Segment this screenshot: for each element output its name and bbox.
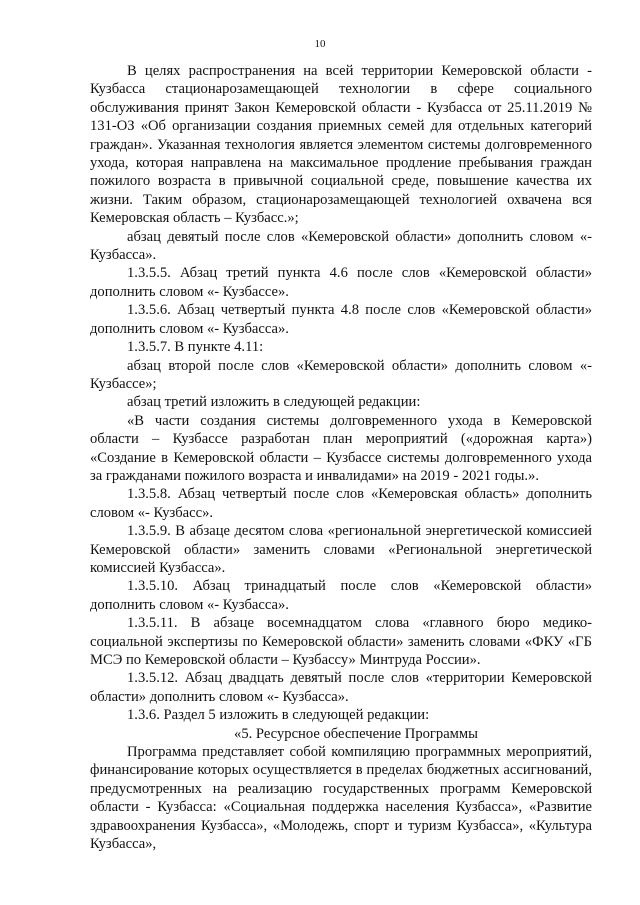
paragraph-intro: В целях распространения на всей территории Кемеровской области - Кузбасса стационарозамещающей технологии в сфере социального обслуживания принят Закон Кемеровской области - Кузбасса от 25.11.2019 № 131-ОЗ «Об организации создания приемных семей для отдельных категорий граждан». Указанная технология является элементом системы долговременного ухода, которая направлена на максимальное продление пребывания граждан пожилого возраста в привычной социальной среде, повышение качества их жизни. Таким образом, стационарозамещающей технологией охвачена вся Кемеровская область – Кузбасс.»; (90, 63, 592, 227)
paragraph-amendment: абзац девятый после слов «Кемеровской области» дополнить словом «- Кузбасса». (90, 228, 592, 264)
paragraph-amendment: 1.3.5.11. В абзаце восемнадцатом слова «главного бюро медико-социальной экспертизы по Кемеровской области» заменить словами «ФКУ «ГБ МСЭ по Кемеровской области – Кузбассу» Минтруда России». (90, 615, 592, 668)
section-heading: «5. Ресурсное обеспечение Программы (234, 725, 478, 742)
paragraph-amendment: абзац третий изложить в следующей редакции: (127, 394, 421, 411)
paragraph-amendment: 1.3.5.8. Абзац четвертый после слов «Кемеровская область» дополнить словом «- Кузбасс». (90, 486, 592, 521)
paragraph-amendment: 1.3.5.5. Абзац третий пункта 4.6 после слов «Кемеровской области» дополнить словом «- Кузбассе». (90, 265, 592, 300)
paragraph-amendment: 1.3.6. Раздел 5 изложить в следующей редакции: (127, 707, 430, 724)
paragraph-amendment: 1.3.5.6. Абзац четвертый пункта 4.8 после слов «Кемеровской области» дополнить словом «- Кузбасса». (90, 302, 592, 337)
paragraph-amendment: абзац второй после слов «Кемеровской области» дополнить словом «- Кузбассе»; (90, 357, 592, 392)
paragraph-program: Программа представляет собой компиляцию программных мероприятий, финансирование которых осуществляется в пределах бюджетных ассигнований, предусмотренных на реализацию государственных программ Кемеровской области - Кузбасса: «Социальная поддержка населения Кузбасса», «Развитие здравоохранения Кузбасса», «Молодежь, спорт и туризм Кузбасса», «Культура Кузбасса», (90, 744, 592, 853)
paragraph-quoted: «В части создания системы долговременного ухода в Кемеровской области – Кузбассе разработан план мероприятий («дорожная карта») «Создание в Кемеровской области – Кузбассе системы долговременного ухода за гражданами пожилого возраста и инвалидами» на 2019 - 2021 годы.». (90, 412, 592, 484)
paragraph-amendment: 1.3.5.9. В абзаце десятом слова «региональной энергетической комиссией Кемеровской области» заменить словами «Региональной энергетической комиссией Кузбасса». (90, 523, 592, 576)
page-number: 10 (314, 38, 326, 50)
paragraph-amendment: 1.3.5.10. Абзац тринадцатый после слов «Кемеровской области» дополнить словом «- Кузбасса». (90, 578, 592, 613)
document-body (90, 62, 592, 853)
paragraph-amendment: 1.3.5.12. Абзац двадцать девятый после слов «территории Кемеровской области» дополнить словом «- Кузбасса». (90, 670, 592, 705)
paragraph-amendment: 1.3.5.7. В пункте 4.11: (127, 339, 264, 356)
